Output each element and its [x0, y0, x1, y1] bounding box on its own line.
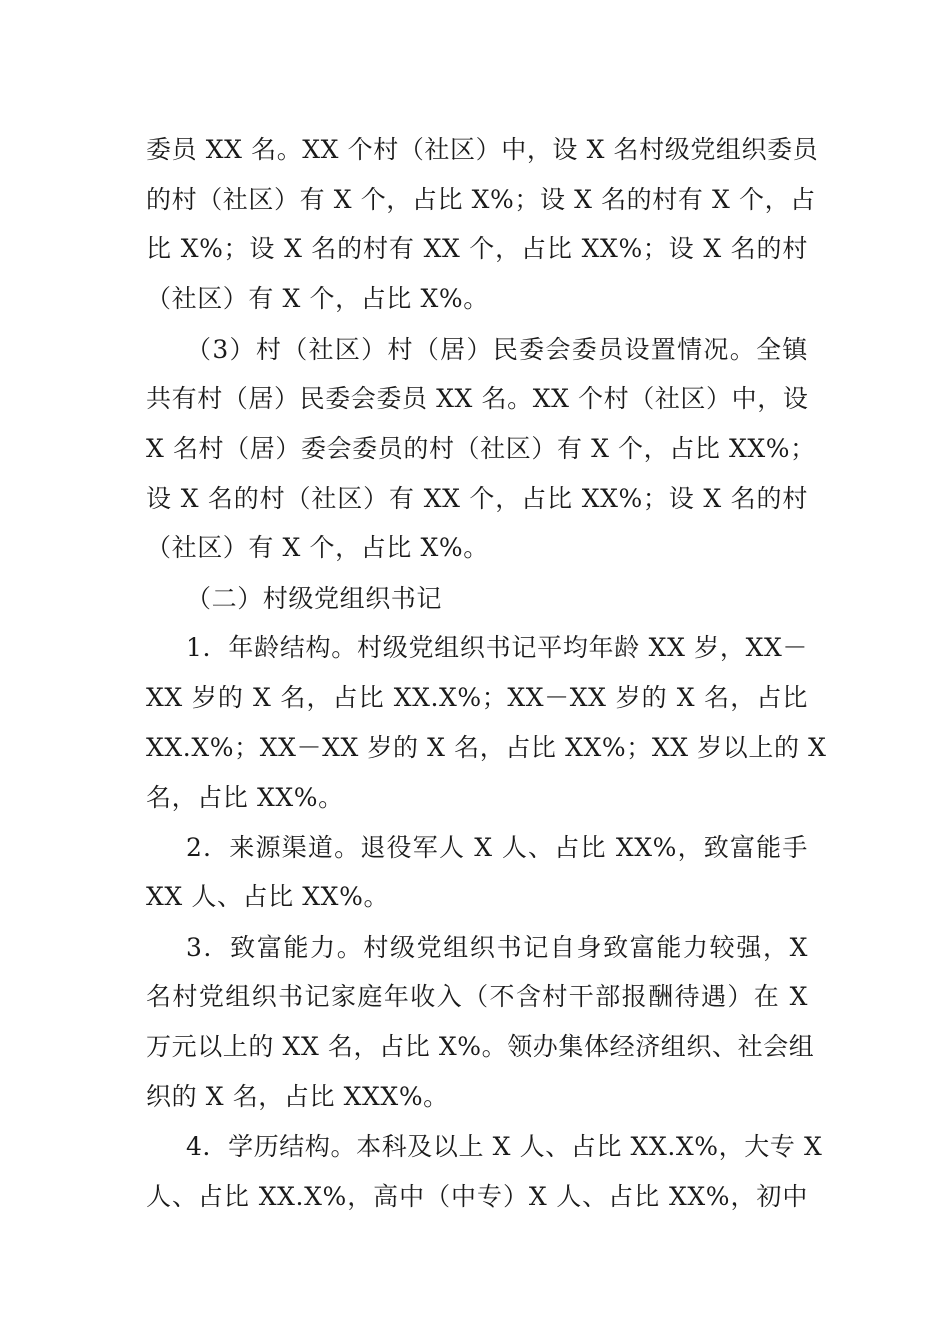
- text-line: 比 X%；设 X 名的村有 XX 个，占比 XX%；设 X 名的村: [146, 234, 808, 263]
- text-line: 4．学历结构。本科及以上 X 人、占比 XX.X%，大专 X: [186, 1132, 823, 1161]
- text-line: （社区）有 X 个，占比 X%。: [146, 533, 489, 562]
- text-line: XX 岁的 X 名，占比 XX.X%；XX－XX 岁的 X 名，占比: [146, 683, 808, 712]
- section-heading: （二）村级党组织书记: [186, 584, 443, 613]
- text-line: 名村党组织书记家庭年收入（不含村干部报酬待遇）在 X: [146, 982, 808, 1011]
- text-line: X 名村（居）委会委员的村（社区）有 X 个，占比 XX%；: [146, 434, 816, 463]
- text-line: 名，占比 XX%。: [146, 783, 344, 812]
- text-line: 的村（社区）有 X 个，占比 X%；设 X 名的村有 X 个，占: [146, 185, 816, 214]
- paragraph-heading-3: （3）村（社区）村（居）民委会委员设置情况。全镇: [186, 335, 808, 364]
- text-line: 3．致富能力。村级党组织书记自身致富能力较强，X: [186, 933, 808, 962]
- text-line: XX.X%；XX－XX 岁的 X 名，占比 XX%；XX 岁以上的 X: [146, 733, 827, 762]
- text-line: 1．年龄结构。村级党组织书记平均年龄 XX 岁，XX－: [186, 633, 808, 662]
- text-line: XX 人、占比 XX%。: [146, 882, 390, 911]
- text-line: 委员 XX 名。XX 个村（社区）中，设 X 名村级党组织委员: [146, 135, 819, 164]
- text-line: 设 X 名的村（社区）有 XX 个，占比 XX%；设 X 名的村: [146, 484, 808, 513]
- text-line: 2．来源渠道。退役军人 X 人、占比 XX%，致富能手: [186, 833, 808, 862]
- text-line: 人、占比 XX.X%，高中（中专）X 人、占比 XX%，初中: [146, 1182, 808, 1211]
- text-line: （社区）有 X 个，占比 X%。: [146, 284, 489, 313]
- text-line: 万元以上的 XX 名，占比 X%。领办集体经济组织、社会组: [146, 1032, 815, 1061]
- text-line: 共有村（居）民委会委员 XX 名。XX 个村（社区）中，设: [146, 384, 809, 413]
- text-line: 织的 X 名，占比 XXX%。: [146, 1082, 449, 1111]
